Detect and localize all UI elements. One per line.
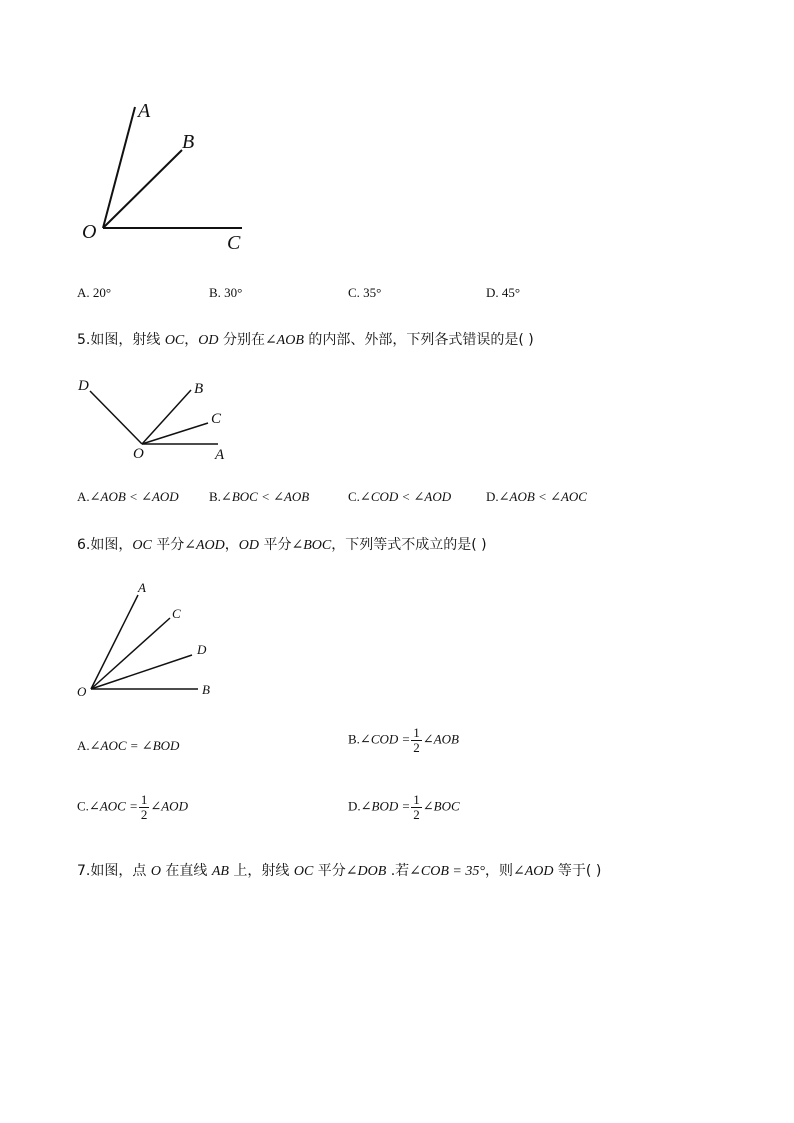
label-o: O	[77, 684, 87, 699]
ray-ob	[103, 150, 182, 228]
fraction: $\frac{1}{2}$	[413, 792, 420, 822]
ray-oc	[91, 618, 170, 689]
label-c: C	[172, 606, 181, 621]
figure-q6	[70, 575, 230, 705]
q4-option-a: A. 20°	[77, 285, 112, 300]
label-b: B	[194, 381, 204, 397]
label-d: D	[78, 378, 89, 394]
label-d: D	[197, 642, 207, 657]
label-c: C	[227, 232, 241, 254]
fraction: $\frac{1}{2}$	[413, 725, 420, 755]
q5-option-b: B.∠BOC < ∠AOB	[209, 489, 310, 504]
label-o: O	[82, 221, 97, 243]
q5-option-c: C.∠COD < ∠AOD	[348, 489, 452, 504]
label-b: B	[202, 682, 210, 697]
label-c: C	[211, 411, 222, 427]
question-7-stem: 7.如图，点 O 在直线 AB 上，射线 OC 平分∠DOB .若∠COB = 35°，则∠AOD 等于( )	[77, 863, 602, 879]
figure-q5	[70, 370, 245, 465]
figure-angle-aob-boc	[70, 95, 270, 260]
fraction: $\frac{1}{2}$	[140, 792, 148, 822]
q6-option-b: B.∠COD = $\frac{1}{2}$ ∠AOB	[348, 725, 459, 755]
q4-option-c: C. 35°	[348, 285, 382, 300]
q4-option-b: B. 30°	[209, 285, 243, 300]
q4-option-d: D. 45°	[486, 285, 521, 300]
label-a: A	[138, 100, 151, 122]
label-b: B	[182, 131, 195, 153]
label-a: A	[138, 580, 146, 595]
label-a: A	[215, 447, 225, 463]
question-5-stem: 5.如图，射线 OC，OD 分别在∠AOB 的内部、外部，下列各式错误的是( )	[77, 332, 534, 348]
q6-option-c: C.∠AOC = $\frac{1}{2}$ ∠AOD	[77, 792, 188, 822]
ray-od	[90, 391, 142, 444]
label-o: O	[133, 446, 144, 462]
q5-option-d: D.∠AOB < ∠AOC	[486, 489, 587, 504]
q6-option-a: A.∠AOC = ∠BOD	[77, 738, 180, 753]
q5-option-a: A.∠AOB < ∠AOD	[77, 489, 179, 504]
question-6-stem: 6.如图，OC 平分∠AOD，OD 平分∠BOC，下列等式不成立的是( )	[77, 537, 487, 553]
q6-option-d: D.∠BOD = $\frac{1}{2}$ ∠BOC	[348, 792, 460, 822]
ray-oa	[103, 107, 135, 228]
